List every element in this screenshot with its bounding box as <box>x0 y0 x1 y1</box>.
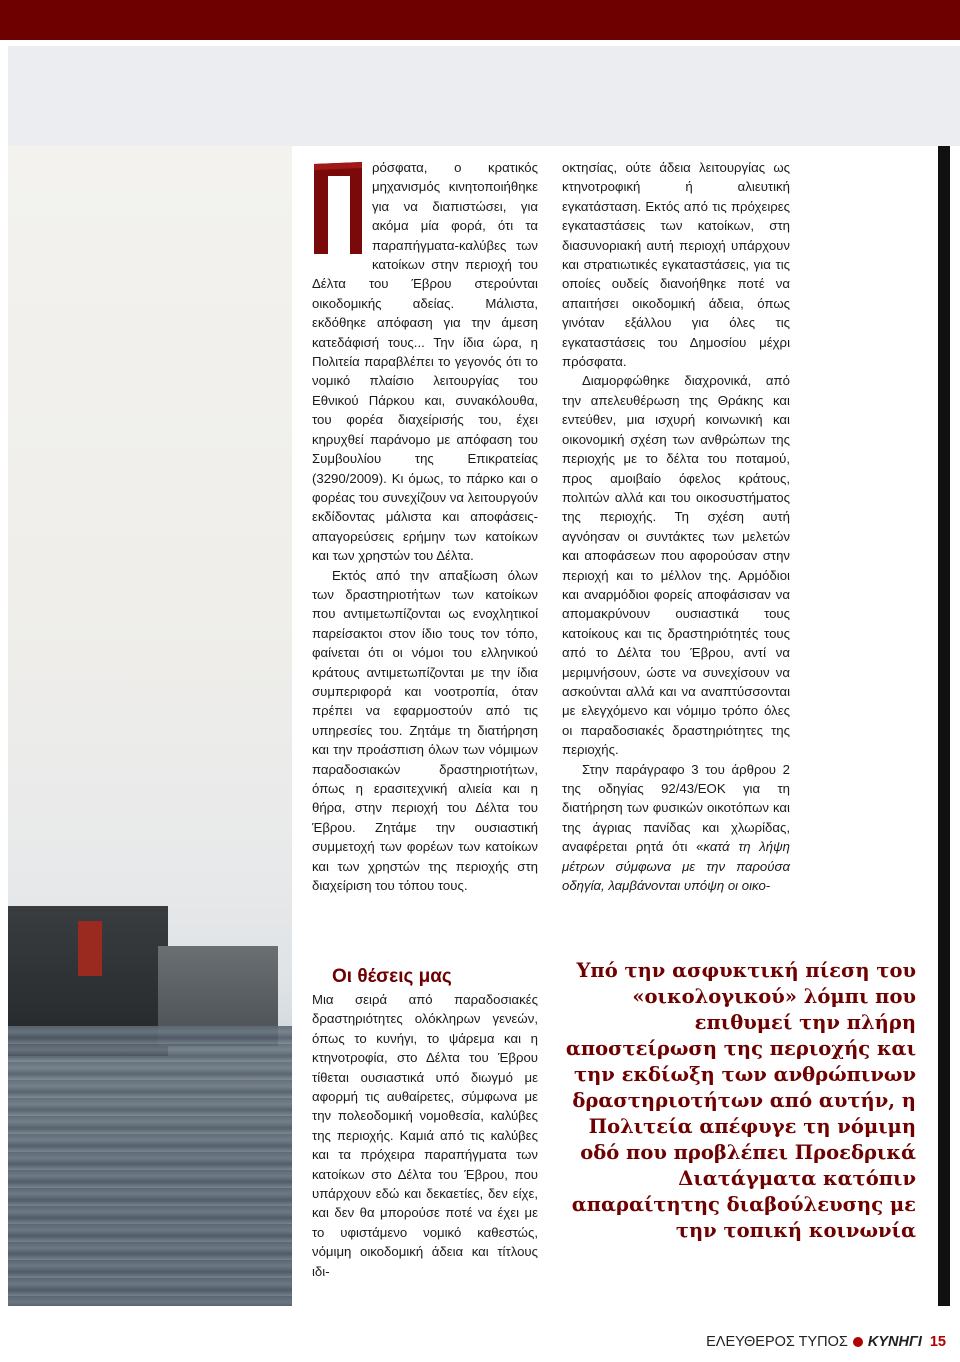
article-column-2 <box>562 158 790 895</box>
section-name: ΚΥΝΗΓΙ <box>867 1334 922 1350</box>
paragraph-intro: ρόσφατα, ο κρατικός μηχανισμός κινητοποιήθηκε για να διαπιστώσει, για ακόμα μία φορά, ότι τα παραπήγματα-καλύβες των κατοίκων στην περιοχή του Δέλτα του Έβρου στερούνται οικοδομικής αδείας. Μάλιστα, εκδόθηκε απόφαση για την άμεση κατεδάφισή τους... Την ίδια ώρα, η Πολιτεία παραβλέπει το γεγονός ότι το νομικό πλαίσιο λειτουργίας του Εθνικού Πάρκου και, συνακόλουθα, του φορέα διαχείρισής του, έχει κηρυχθεί παράνομο με απόφαση του Συμβουλίου της Επικρατείας (3290/2009). Κι όμως, το πάρκο και ο φορέας του συνεχίζουν να λειτουργούν εκδίδοντας μάλιστα και αποφάσεις-απαγορεύσεις ερήμην των κατοίκων και των χρηστών του Δέλτα. <box>312 160 538 564</box>
right-edge-rule <box>938 146 950 1306</box>
photo-water <box>8 1026 292 1306</box>
quoted-directive-text: κατά τη λήψη μέτρων σύμφωνα με την παρούσα οδηγία, λαμβάνονται υπόψη οι οικο- <box>562 839 791 894</box>
page-number: 15 <box>929 1334 946 1350</box>
photo-red-wall <box>78 921 102 976</box>
river-delta-photo <box>8 146 292 1306</box>
paragraph: Μια σειρά από παραδοσιακές δραστηριότητες ολόκληρων γενεών, όπως το κυνήγι, το ψάρεμα και η κτηνοτροφία, στο Δέλτα του Έβρου τίθεται ουσιαστικά υπό διωγμό με αφορμή τις αυθαίρετες, σύμφωνα με την πολεοδομική νομοθεσία, καλύβες της περιοχής. Καμιά από τις καλύβες και τα πρόχειρα παραπήγματα των κατοίκων στο Δέλτα του Έβρου, που υπάρχουν εδώ και δεκαετίες, δεν είχε, και δεν θα μπορούσε ποτέ να έχει με το υφιστάμενο νομικό καθεστώς, νόμιμη οικοδομική άδεια και τίτλους ιδι- <box>312 992 538 1279</box>
header-band <box>8 46 960 146</box>
publication-name: ΕΛΕΥΘΕΡΟΣ ΤΥΠΟΣ <box>706 1334 848 1350</box>
page-footer <box>706 1334 946 1350</box>
pull-quote: Υπό την ασφυκτική πίεση του «οικολογικού» λόμπι που επιθυμεί την πλήρη αποστείρωση της περιοχής και την εκδίωξη των ανθρώπινων δραστηριοτήτων από αυτήν, η Πολιτεία απέφυγε τη νόμιμη οδό που προβλέπει Προεδρικά Διατάγματα κατόπιν απαραίτητης διαβούλευσης με την τοπική κοινωνία <box>565 959 916 1242</box>
dropcap <box>312 158 364 258</box>
paragraph: Εκτός από την απαξίωση όλων των δραστηριοτήτων των κατοίκων που αντιμετωπίζονται ως ενοχλητικοί παρείσακτοι στον ίδιο τους τον τόπο, φαίνεται ότι οι νόμοι του ελληνικού κράτους αντιμετωπίζονται με την ίδια συμπεριφορά και νοοτροπία, όταν πρέπει να εφαρμοστούν από τις υπηρεσίες του. Ζητάμε τη διατήρηση και την προάσπιση όλων των νόμιμων παραδοσιακών δραστηριοτήτων, όπως η ερασιτεχνική αλιεία και η θήρα, στην περιοχή του Δέλτα του Έβρου. Ζητάμε την ουσιαστική συμμετοχή των φορέων των κατοίκων και των χρηστών της περιοχής στη διαχείριση του τόπου τους. <box>312 567 538 894</box>
red-dot-icon <box>853 1337 863 1347</box>
paragraph-text: Στην παράγραφο 3 του άρθρου 2 της οδηγίας 92/43/ΕΟΚ για τη διατήρηση των φυσικών οικοτόπων και της άγριας πανίδας και χλωρίδας, αναφέρεται ρητά ότι « <box>562 761 790 855</box>
dropcap-letter-graphic <box>312 158 364 258</box>
paragraph: οκτησίας, ούτε άδεια λειτουργίας ως κτηνοτροφική ή αλιευτική εγκατάσταση. Εκτός από τις πρόχειρες εγκαταστάσεις των κατοίκων, στη διασυνοριακή αυτή περιοχή υπάρχουν και στρατιωτικές εγκαταστάσεις, για τις οποίες ουδείς διανοήθηκε ποτέ να απαιτήσει οικοδομική άδεια, όπως γινόταν εξάλλου για όλες τις εγκαταστάσεις του Δημοσίου μέχρι πρόσφατα. <box>562 160 790 370</box>
article-column-1-lower <box>312 964 538 1281</box>
subheading: Οι θέσεις μας <box>332 966 452 987</box>
paragraph: Διαμορφώθηκε διαχρονικά, από την απελευθέρωση της Θράκης και εντεύθεν, μια ισχυρή κοινωνική και οικονομική σχέση των ανθρώπων της περιοχής με το δέλτα του ποταμού, προς αμοιβαίο όφελος κράτους, πολιτών αλλά και του οικοσυστήματος της περιοχής. Τη σχέση αυτή αγνόησαν οι συντάκτες των μελετών και αποφάσεων που αφορούσαν στην περιοχή και το μέλλον της. Αρμόδιοι και αναρμόδιοι φορείς αποφάσισαν να απομακρύνουν ουσιαστικά τους κατοίκους και τις δραστηριότητές τους από το Δέλτα του Έβρου, αντί να μεριμνήσουν, ώστε να συνεχίσουν να ασκούνται αλλά και να αναπτύσσονται με ελεγχόμενο και νόμιμο τρόπο όλες οι παραδοσιακές δραστηριότητες της περιοχής. <box>562 373 790 758</box>
paragraph <box>562 760 790 896</box>
article-column-1 <box>312 158 538 895</box>
top-color-bar <box>0 0 960 40</box>
